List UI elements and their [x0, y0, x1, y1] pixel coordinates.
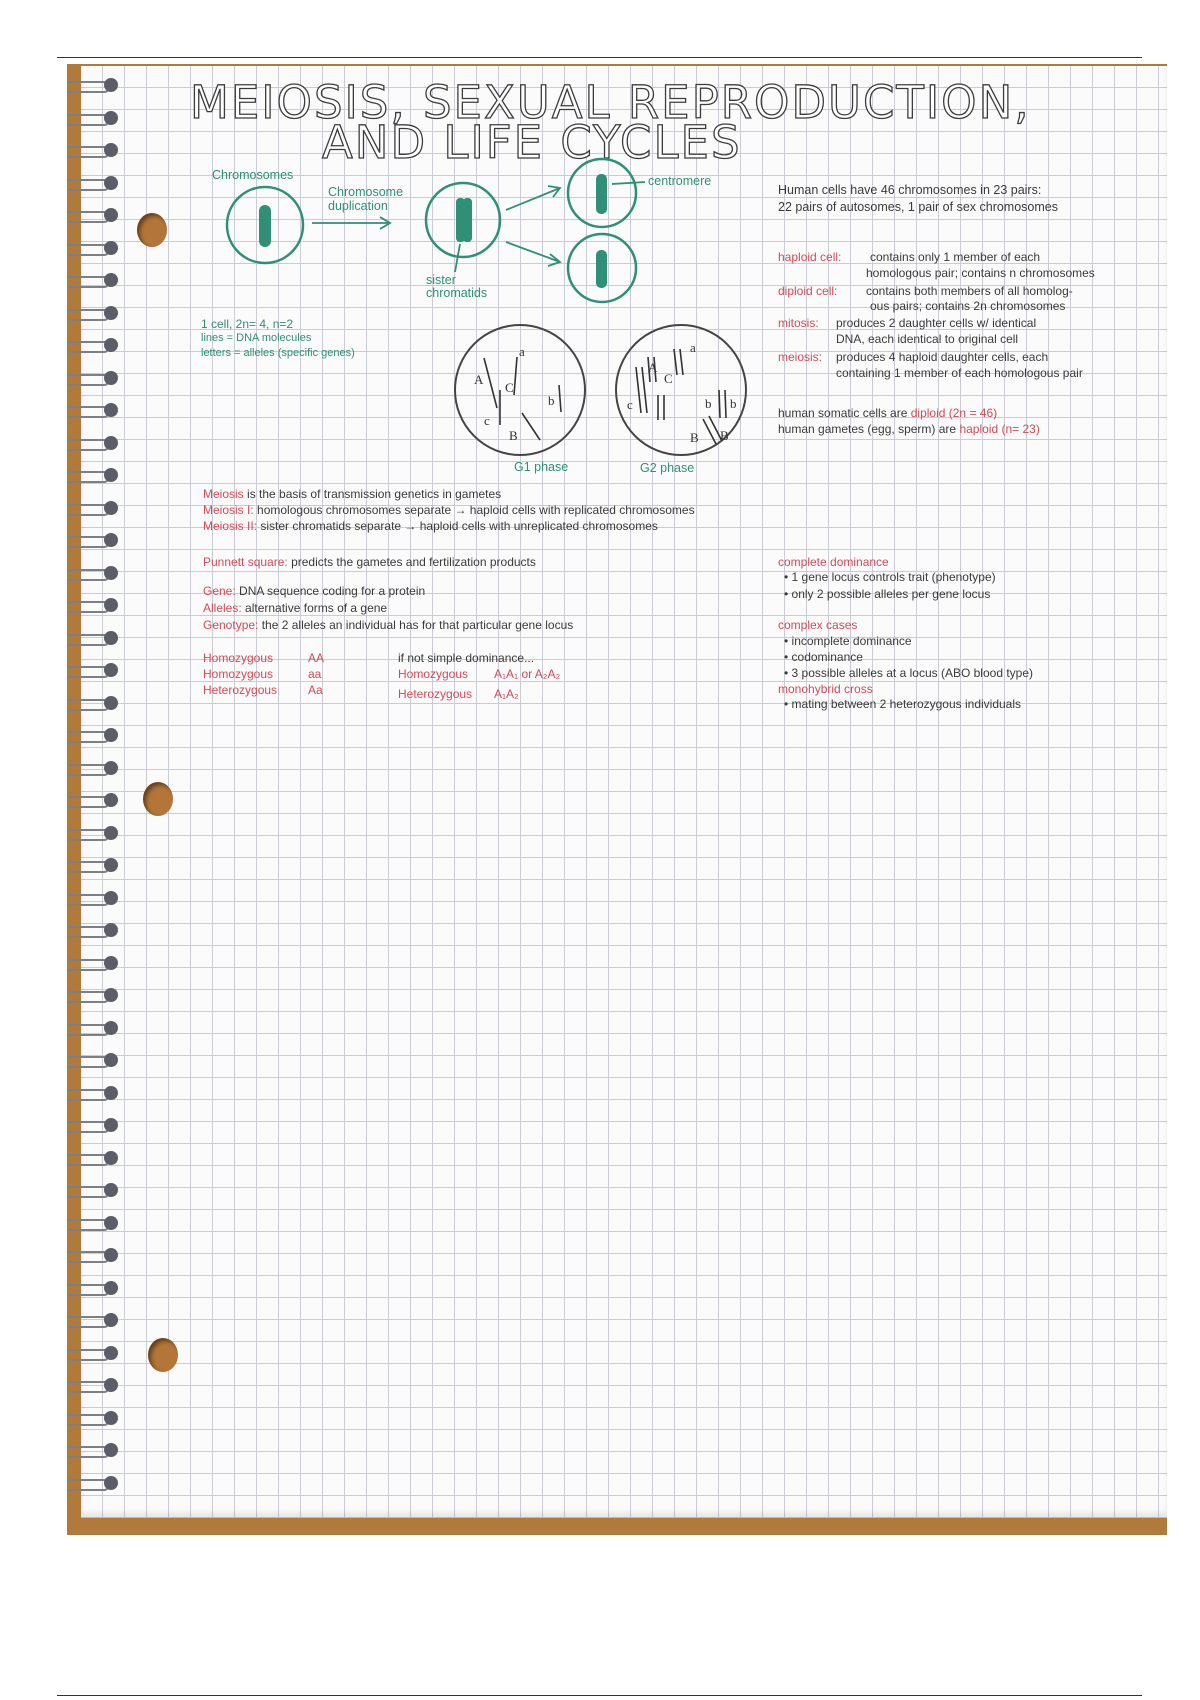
diploid-def-2: ous pairs; contains 2n chromosomes — [870, 299, 1066, 313]
homozygous-codominant-value: A₁A₁ or A₂A₂ — [494, 667, 561, 681]
centromere-pointer — [612, 182, 645, 184]
homozygous-codominant-term: Homozygous — [398, 667, 469, 681]
complete-dominance-heading: complete dominance — [778, 555, 889, 569]
human-cells-line-1: Human cells have 46 chromosomes in 23 pairs: — [778, 183, 1042, 197]
svg-text:A: A — [648, 360, 658, 375]
meiosis-basis-line: Meiosis is the basis of transmission genetics in gametes — [203, 487, 502, 501]
svg-text:c: c — [627, 397, 633, 412]
somatic-term: diploid (2n = 46) — [910, 406, 998, 420]
meiosis-two-line: Meiosis II: sister chromatids separate → haploid cells with unreplicated chromosomes — [203, 519, 658, 533]
svg-text:b: b — [705, 396, 712, 411]
heterozygous-value: Aa — [308, 683, 323, 697]
genotype-line: Genotype: the 2 alleles an individual has for that particular gene locus — [203, 618, 574, 632]
svg-text:C: C — [664, 371, 673, 386]
diploid-def-1: contains both members of all homolog- — [866, 284, 1073, 298]
duplication-arrow — [312, 217, 390, 229]
mitosis-def-2: DNA, each identical to original cell — [836, 332, 1019, 346]
homozygous-dominant-value: AA — [308, 651, 325, 665]
gene-line: Gene: DNA sequence coding for a protein — [203, 584, 426, 598]
svg-text:a: a — [690, 340, 696, 355]
complete-dominance-bullet-2: • only 2 possible alleles per gene locus — [784, 587, 991, 601]
not-simple-dominance: if not simple dominance... — [398, 651, 535, 665]
gametes-term: haploid (n= 23) — [959, 422, 1040, 436]
somatic-cells-line: human somatic cells are diploid (2n = 46) — [778, 406, 998, 420]
monohybrid-cross-heading: monohybrid cross — [778, 682, 873, 696]
diploid-term: diploid cell: — [778, 284, 838, 298]
svg-text:B: B — [690, 430, 699, 445]
label-sister-chromatids: sister chromatids — [426, 273, 488, 300]
svg-text:B: B — [509, 428, 518, 443]
chromosome-single — [259, 205, 271, 247]
svg-text:c: c — [484, 413, 490, 428]
label-g2-phase: G2 phase — [640, 461, 695, 475]
mitosis-def-1: produces 2 daughter cells w/ identical — [836, 316, 1037, 330]
cell-note-2: lines = DNA molecules — [201, 332, 312, 344]
homozygous-dominant-term: Homozygous — [203, 651, 274, 665]
heterozygous-codominant-term: Heterozygous — [398, 687, 473, 701]
complex-cases-bullet-2: • codominance — [784, 650, 863, 664]
chromosome-top-cell — [596, 174, 607, 214]
haploid-term: haploid cell: — [778, 250, 842, 264]
meiosis-def-2: containing 1 member of each homologous pair — [836, 366, 1083, 380]
label-centromere: centromere — [648, 174, 712, 188]
mitosis-term: mitosis: — [778, 316, 819, 330]
punnett-line: Punnett square: predicts the gametes and fertilization products — [203, 555, 536, 569]
monohybrid-cross-bullet-1: • mating between 2 heterozygous individuals — [784, 697, 1022, 711]
homozygous-recessive-term: Homozygous — [203, 667, 274, 681]
svg-text:b: b — [548, 393, 555, 408]
meiosis-term: meiosis: — [778, 350, 823, 364]
haploid-def-2: homologous pair; contains n chromosomes — [866, 266, 1095, 280]
meiosis-def-1: produces 4 haploid daughter cells, each — [836, 350, 1049, 364]
homozygous-recessive-value: aa — [308, 667, 322, 681]
cell-note-1: 1 cell, 2n= 4, n=2 — [201, 317, 294, 331]
cell-note-3: letters = alleles (specific genes) — [201, 347, 355, 359]
chromosome-bottom-cell — [596, 250, 607, 288]
svg-text:A: A — [474, 372, 484, 387]
svg-text:b: b — [730, 396, 737, 411]
label-chromosomes: Chromosomes — [212, 168, 294, 182]
meiosis-one-line: Meiosis I: homologous chromosomes separate → haploid cells with replicated chromosomes — [203, 503, 695, 517]
svg-text:B: B — [720, 428, 729, 443]
chromatid-right — [463, 198, 472, 242]
arrow-to-top-cell — [506, 186, 560, 210]
g1-line-a — [514, 357, 517, 395]
page-title-line-1: MEIOSIS, SEXUAL REPRODUCTION, — [190, 76, 1031, 129]
g1-line-A — [484, 358, 497, 408]
haploid-def-1: contains only 1 member of each — [870, 250, 1041, 264]
arrow-to-bottom-cell — [506, 242, 560, 266]
g1-line-B — [522, 413, 540, 440]
alleles-line: Alleles: alternative forms of a gene — [203, 601, 388, 615]
svg-text:a: a — [519, 344, 525, 359]
gametes-line: human gametes (egg, sperm) are haploid (n= 23) — [778, 422, 1040, 436]
heterozygous-term: Heterozygous — [203, 683, 278, 697]
complex-cases-heading: complex cases — [778, 618, 858, 632]
complex-cases-bullet-3: • 3 possible alleles at a locus (ABO blood type) — [784, 666, 1033, 680]
page-title-line-2: AND LIFE CYCLES — [322, 116, 742, 169]
complex-cases-bullet-1: • incomplete dominance — [784, 634, 912, 648]
g1-line-b — [559, 385, 561, 412]
label-g1-phase: G1 phase — [514, 460, 569, 474]
human-cells-line-2: 22 pairs of autosomes, 1 pair of sex chromosomes — [778, 200, 1058, 214]
label-chromosome-duplication: Chromosome duplication — [328, 185, 404, 213]
complete-dominance-bullet-1: • 1 gene locus controls trait (phenotype) — [784, 570, 996, 584]
heterozygous-codominant-value: A₁A₂ — [494, 687, 519, 701]
svg-text:C: C — [505, 380, 514, 395]
